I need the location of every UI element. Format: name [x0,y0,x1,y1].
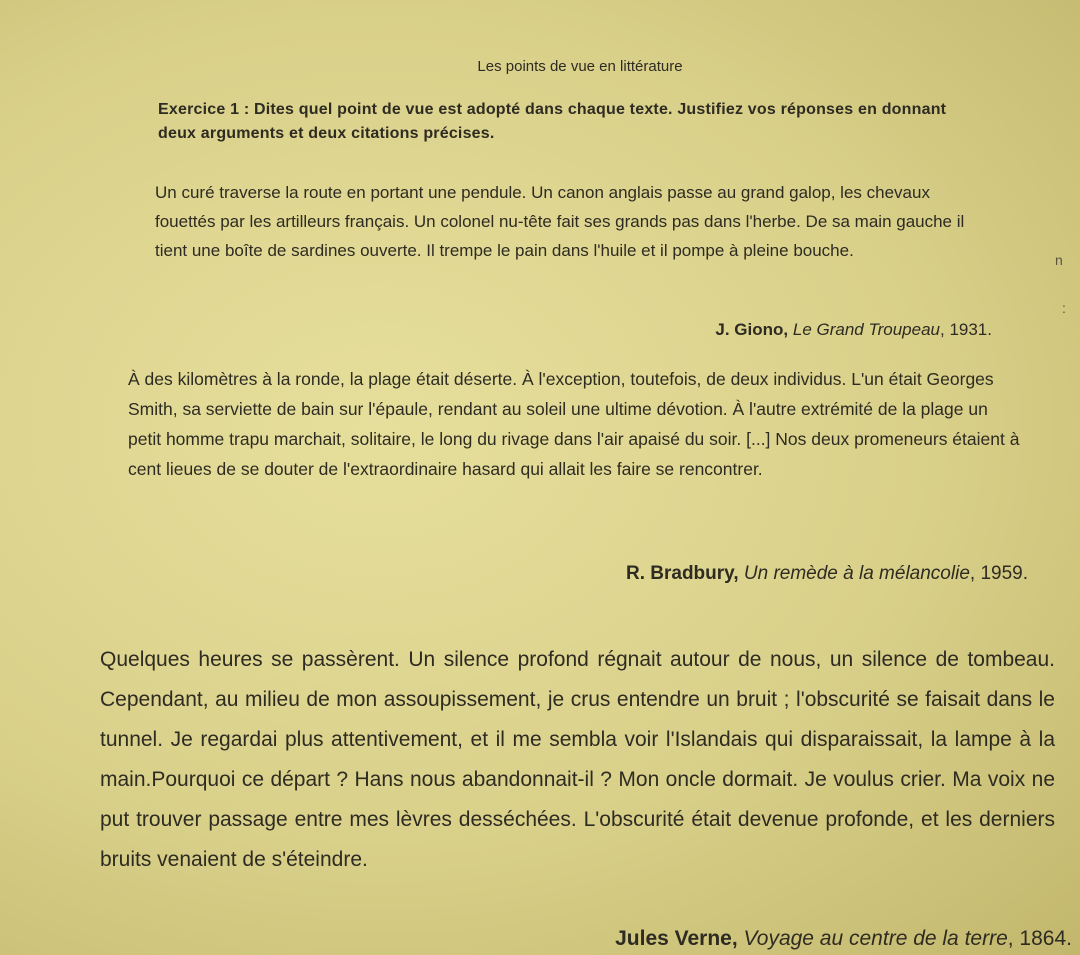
citation-author: J. Giono, [715,320,789,339]
passage-giono [155,178,985,265]
citation-verne [615,927,1072,951]
citation-work: Le Grand Troupeau [792,320,940,339]
page-title: Les points de vue en littérature [477,58,683,75]
exercise-instruction: Exercice 1 : Dites quel point de vue est adopté dans chaque texte. Justifiez vos réponses en donnant deux arguments et deux citations précises. [158,101,947,142]
passage-bradbury [128,364,1023,484]
passage-verne [100,640,1055,880]
citation-author: R. Bradbury, [625,563,739,584]
margin-note: : [1062,300,1066,316]
passage-text: À des kilomètres à la ronde, la plage était déserte. À l'exception, toutefois, de deux individus. L'un était Georges Smith, sa serviette de bain sur l'épaule, rendant au soleil une ultime dévotion. À l'autre extrémité de la plage un petit homme trapu marchait, solitaire, le long du rivage dans l'air apaisé du soir. [...] Nos deux promeneurs étaient à cent lieues de se douter de l'extraordinaire hasard qui allait les faire se rencontrer. [128,369,1020,479]
citation-giono [715,320,992,340]
citation-author: Jules Verne, [615,927,738,950]
citation-year: , 1959. [969,563,1028,584]
passage-text: Quelques heures se passèrent. Un silence profond régnait autour de nous, un silence de tombeau. Cependant, au milieu de mon assoupissement, je crus entendre un bruit ; l'obscurité se faisait dans le tunnel. Je regardai plus attentivement, et il me sembla voir l'Islandais qui disparaissait, la lampe à la main.Pourquoi ce départ ? Hans nous abandonnait-il ? Mon oncle dormait. Je voulus crier. Ma voix ne put trouver passage entre mes lèvres desséchées. L'obscurité était devenue profonde, et les derniers bruits venaient de s'éteindre. [100,648,1055,871]
citation-year: , 1864. [1007,927,1072,950]
margin-note: n [1055,252,1063,268]
citation-year: , 1931. [940,320,992,339]
passage-text: Un curé traverse la route en portant une pendule. Un canon anglais passe au grand galop, les chevaux fouettés par les artilleurs français. Un colonel nu-tête fait ses grands pas dans l'herbe. De sa main gauche il tient une boîte de sardines ouverte. Il trempe le pain dans l'huile et il pompe à pleine bouche. [155,183,965,260]
citation-bradbury [626,563,1028,585]
citation-work: Un remède à la mélancolie [743,563,970,584]
citation-work: Voyage au centre de la terre [743,927,1008,950]
